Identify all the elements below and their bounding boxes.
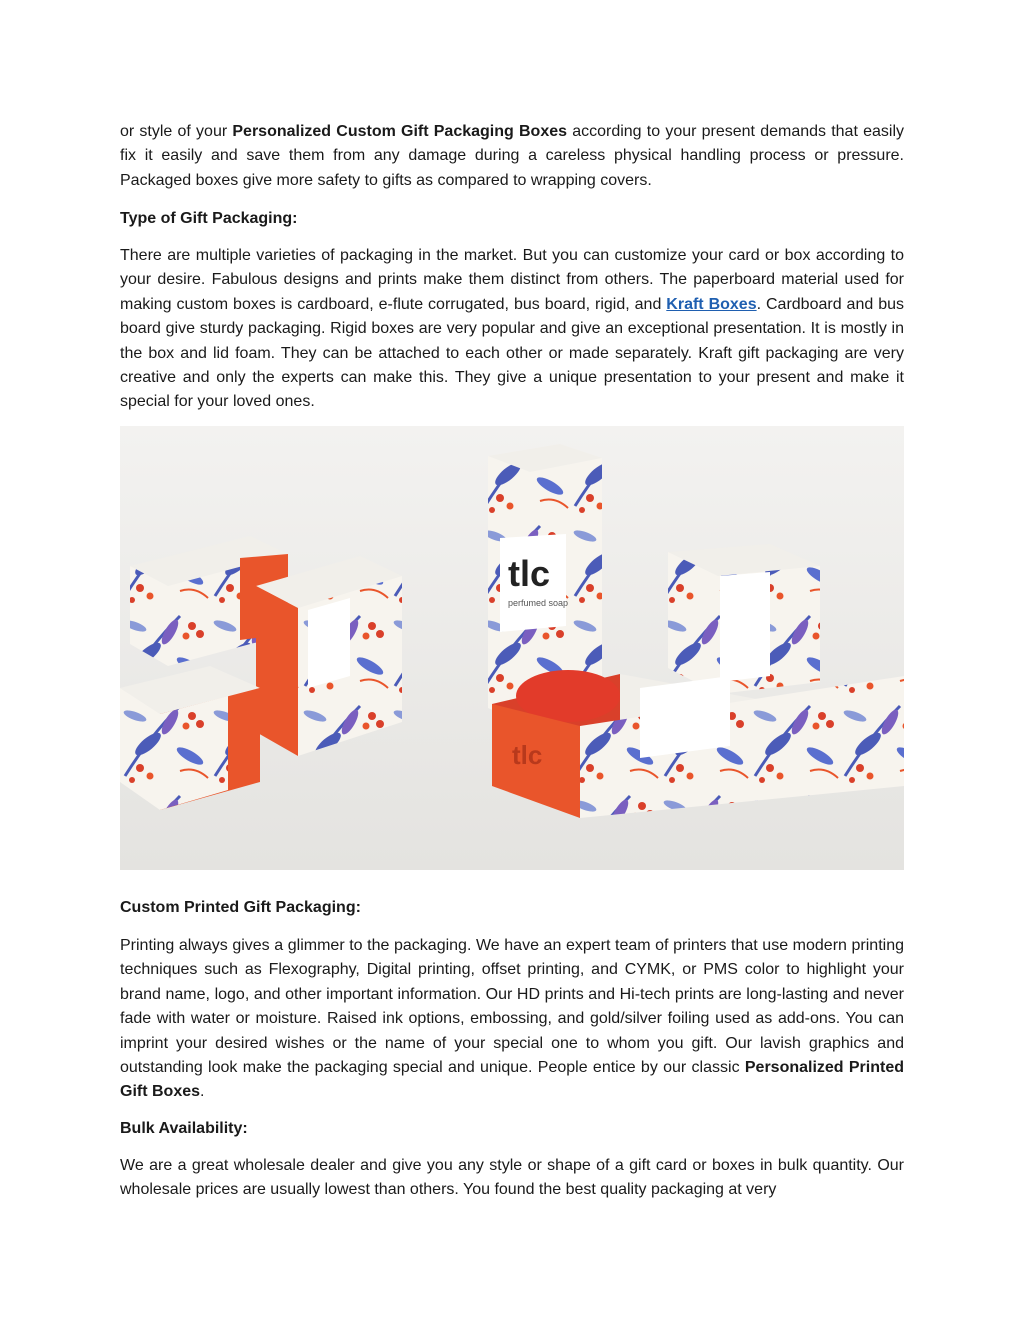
type-paragraph xyxy=(120,244,904,415)
left-middle-box xyxy=(256,556,402,756)
heading-custom-printed-gift-packaging: Custom Printed Gift Packaging: xyxy=(120,899,361,916)
standing-box-brand: tlc xyxy=(508,553,551,594)
kraft-boxes-link[interactable]: Kraft Boxes xyxy=(666,295,757,313)
intro-text-end: according to your present demands that easily fix it easily and save them from any damage during a careless physical handling process or pressure. Packaged boxes give more safety to gifts as compared to wrapping covers. xyxy=(120,123,905,189)
gift-boxes-photo xyxy=(120,426,904,870)
type-text-end: . Cardboard and bus board give sturdy packaging. Rigid boxes are very popular and give an exceptional presentation. It is mostly in the box and lid foam. They can be attached to each other or made separately. Kraft gift packaging are very creative and only the experts can make this. They give a unique presentation to your present and make it special for your loved ones. xyxy=(120,295,905,411)
printed-text: Printing always gives a glimmer to the packaging. We have an expert team of printers that use modern printing techniques such as Flexography, Digital printing, offset printing, and CYMK, or PMS color to highlight your brand name, logo, and other important information. Our HD prints and Hi-tech prints are long-lasting and never fade with water or moisture. Raised ink options, embossing, and gold/silver foiling used as add-ons. You can imprint your desired wishes or the name of your special one to whom you gift. Our lavish graphics and outstanding look make the packaging special and unique. People entice by our classic xyxy=(120,937,904,1077)
standing-box-label: perfumed soap xyxy=(508,598,569,608)
type-text-start: There are multiple varieties of packaging in the market. But you can customize your card or box according to your desire. Fabulous designs and prints make them distinct from others. The paperboard material used for making custom boxes is cardboard, e-flute corrugated, bus board, rigid, and xyxy=(120,247,904,313)
intro-paragraph xyxy=(120,120,904,193)
heading-bulk-availability: Bulk Availability: xyxy=(120,1120,248,1137)
heading-type-of-gift-packaging: Type of Gift Packaging: xyxy=(120,210,298,227)
printed-text-end: . xyxy=(200,1083,205,1101)
intro-bold-phrase: Personalized Custom Gift Packaging Boxes xyxy=(232,123,568,140)
open-box-brand: tlc xyxy=(512,740,543,770)
printed-bold-phrase: Personalized Printed Gift Boxes xyxy=(120,1059,904,1101)
printed-paragraph xyxy=(120,934,904,1105)
right-back-box xyxy=(668,544,820,694)
intro-text-start: or style of your xyxy=(120,123,233,140)
bulk-paragraph: We are a great wholesale dealer and give you any style or shape of a gift card or boxes in bulk quantity. Our wholesale prices are usually lowest than others. You found the best quality packaging at very xyxy=(120,1157,904,1199)
